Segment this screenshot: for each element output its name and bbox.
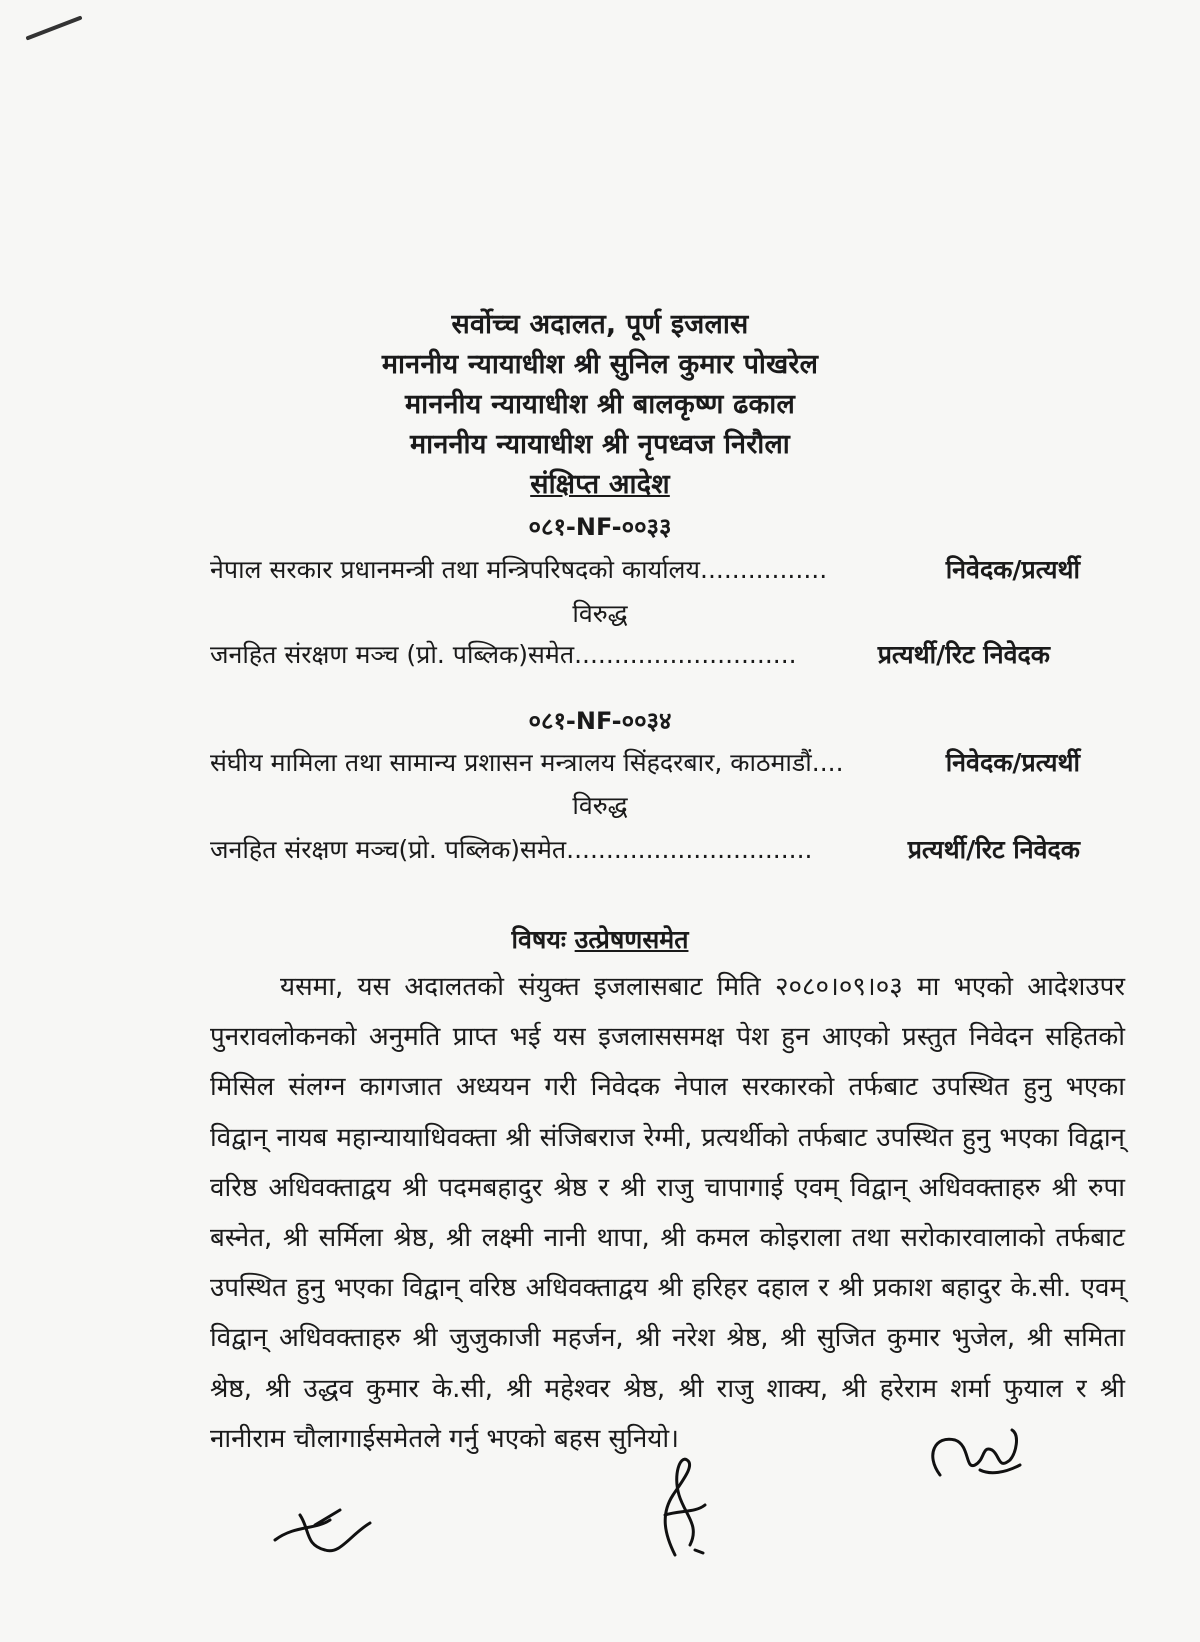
signature-3	[920, 1425, 1030, 1500]
signature-1	[270, 1495, 380, 1565]
petitioner-role: निवेदक/प्रत्यर्थी	[945, 748, 1080, 777]
judge-2: माननीय न्यायाधीश श्री बालकृष्ण ढकाल	[404, 389, 795, 420]
court-name: सर्वोच्च अदालत, पूर्ण इजलास	[451, 309, 749, 340]
case-number-2: ०८१-NF-००३४	[528, 707, 672, 735]
judge-3: माननीय न्यायाधीश श्री नृपध्वज निरौला	[410, 429, 790, 460]
case-1-respondent-line	[210, 637, 1080, 671]
subject-line	[0, 922, 1200, 956]
respondent-name: जनहित संरक्षण मञ्च (प्रो. पब्लिक)समेत............................	[210, 640, 797, 669]
order-type: संक्षिप्त आदेश	[530, 469, 670, 500]
signature-2	[645, 1455, 725, 1565]
case-2-respondent-line	[210, 832, 1080, 866]
judge-1: माननीय न्यायाधीश श्री सुनिल कुमार पोखरेल	[381, 349, 819, 380]
petitioner-name: संघीय मामिला तथा सामान्य प्रशासन मन्त्रालय सिंहदरबार, काठमाडौं....	[210, 748, 844, 777]
order-header	[0, 305, 1200, 505]
case-2-petitioner-line	[210, 745, 1080, 779]
respondent-name: जनहित संरक्षण मञ्च(प्रो. पब्लिक)समेत...............................	[210, 835, 813, 864]
petitioner-name: नेपाल सरकार प्रधानमन्त्री तथा मन्त्रिपरिषदको कार्यालय................	[210, 555, 828, 584]
case-number-1: ०८१-NF-००३३	[528, 513, 672, 541]
subject-value: उत्प्रेषणसमेत	[574, 925, 689, 954]
versus-label: विरुद्ध	[572, 599, 628, 628]
case-1-petitioner-line	[210, 552, 1080, 586]
respondent-role: प्रत्यर्थी/रिट निवेदक	[907, 835, 1080, 864]
pen-mark	[20, 8, 90, 48]
respondent-role: प्रत्यर्थी/रिट निवेदक	[877, 640, 1050, 669]
subject-label: विषयः	[511, 925, 566, 954]
order-body-paragraph: यसमा, यस अदालतको संयुक्त इजलासबाट मिति २०८०।०९।०३ मा भएको आदेशउपर पुनरावलोकनको अनुमति प्राप्त भई यस इजलाससमक्ष पेश हुन आएको प्रस्तुत निवेदन सहितको मिसिल संलग्न कागजात अध्ययन गरी निवेदक नेपाल सरकारको तर्फबाट उपस्थित हुनु भएका विद्वान् नायब महान्यायाधिवक्ता श्री संजिबराज रेग्मी, प्रत्यर्थीको तर्फबाट उपस्थित हुनु भएका विद्वान् वरिष्ठ अधिवक्ताद्वय श्री पदमबहादुर श्रेष्ठ र श्री राजु चापागाई एवम् विद्वान् अधिवक्ताहरु श्री रुपा बस्नेत, श्री सर्मिला श्रेष्ठ, श्री लक्ष्मी नानी थापा, श्री कमल कोइराला तथा सरोकारवालाको तर्फबाट उपस्थित हुनु भएका विद्वान् वरिष्ठ अधिवक्ताद्वय श्री हरिहर दहाल र श्री प्रकाश बहादुर के.सी. एवम् विद्वान् अधिवक्ताहरु श्री जुजुकाजी महर्जन, श्री नरेश श्रेष्ठ, श्री सुजित कुमार भुजेल, श्री समिता श्रेष्ठ, श्री उद्धव कुमार के.सी, श्री महेश्वर श्रेष्ठ, श्री राजु शाक्य, श्री हरेराम शर्मा फुयाल र श्री नानीराम चौलागाईसमेतले गर्नु भएको बहस सुनियो।	[210, 972, 1125, 1454]
versus-label: विरुद्ध	[572, 791, 628, 820]
petitioner-role: निवेदक/प्रत्यर्थी	[945, 555, 1080, 584]
